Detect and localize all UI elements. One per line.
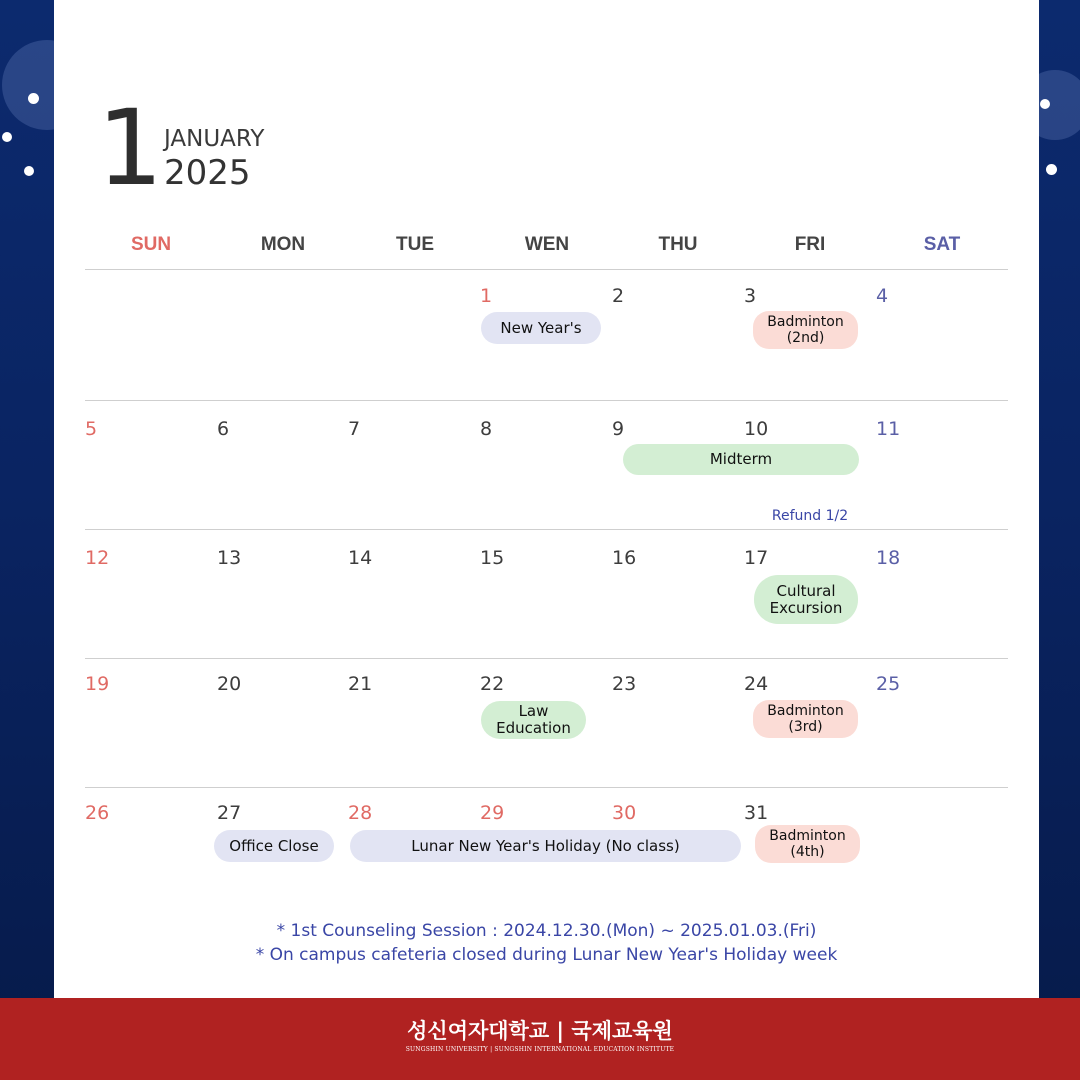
day-24: 24 xyxy=(744,673,769,695)
day-29: 29 xyxy=(480,802,505,824)
day-26: 26 xyxy=(85,802,110,824)
row-divider xyxy=(85,269,1008,270)
row-divider xyxy=(85,529,1008,530)
event-lunar-new-year-holiday[interactable]: Lunar New Year's Holiday (No class) xyxy=(350,830,741,862)
weekday-thu: THU xyxy=(658,234,698,255)
university-logo-english: SUNGSHIN UNIVERSITY | SUNGSHIN INTERNATIONAL EDUCATION INSTITUTE xyxy=(405,1046,675,1053)
event-badminton-4th[interactable]: Badminton (4th) xyxy=(755,825,860,863)
weekday-mon: MON xyxy=(260,234,306,255)
row-divider xyxy=(85,658,1008,659)
weekday-tue: TUE xyxy=(396,234,434,255)
event-office-close[interactable]: Office Close xyxy=(214,830,334,862)
day-6: 6 xyxy=(217,418,230,440)
day-12: 12 xyxy=(85,547,110,569)
day-18: 18 xyxy=(876,547,901,569)
event-badminton-2nd[interactable]: Badminton (2nd) xyxy=(753,311,858,349)
weekday-fri: FRI xyxy=(794,234,826,255)
weekday-sun: SUN xyxy=(130,234,172,255)
day-4: 4 xyxy=(876,285,889,307)
bokeh-light xyxy=(2,132,12,142)
bokeh-light xyxy=(1046,164,1057,175)
day-21: 21 xyxy=(348,673,373,695)
bokeh-light xyxy=(1040,99,1050,109)
university-logo-korean: 성신여자대학교 | 국제교육원 xyxy=(407,1019,673,1043)
day-14: 14 xyxy=(348,547,373,569)
day-2: 2 xyxy=(612,285,625,307)
day-20: 20 xyxy=(217,673,242,695)
bokeh-light xyxy=(28,93,39,104)
bokeh-light xyxy=(24,166,34,176)
day-28: 28 xyxy=(348,802,373,824)
day-13: 13 xyxy=(217,547,242,569)
event-cultural-excursion[interactable]: Cultural Excursion xyxy=(754,575,858,624)
note-cafeteria: * On campus cafeteria closed during Lunar New Year's Holiday week xyxy=(255,945,838,965)
refund-note: Refund 1/2 xyxy=(771,508,849,524)
day-31: 31 xyxy=(744,802,769,824)
day-9: 9 xyxy=(612,418,625,440)
day-19: 19 xyxy=(85,673,110,695)
event-new-years[interactable]: New Year's xyxy=(481,312,601,344)
day-16: 16 xyxy=(612,547,637,569)
day-22: 22 xyxy=(480,673,505,695)
event-law-education[interactable]: Law Education xyxy=(481,701,586,739)
row-divider xyxy=(85,400,1008,401)
day-5: 5 xyxy=(85,418,98,440)
day-15: 15 xyxy=(480,547,505,569)
weekday-sat: SAT xyxy=(923,234,961,255)
month-number: 1 xyxy=(97,87,160,209)
event-midterm[interactable]: Midterm xyxy=(623,444,859,475)
day-3: 3 xyxy=(744,285,757,307)
day-8: 8 xyxy=(480,418,493,440)
event-badminton-3rd[interactable]: Badminton (3rd) xyxy=(753,700,858,738)
day-1: 1 xyxy=(480,285,493,307)
day-25: 25 xyxy=(876,673,901,695)
weekday-wed: WEN xyxy=(524,234,570,255)
day-23: 23 xyxy=(612,673,637,695)
day-7: 7 xyxy=(348,418,361,440)
footer-bar xyxy=(0,998,1080,1080)
year: 2025 xyxy=(164,153,251,193)
day-10: 10 xyxy=(744,418,769,440)
note-counseling: * 1st Counseling Session : 2024.12.30.(Mon) ~ 2025.01.03.(Fri) xyxy=(276,921,817,941)
day-27: 27 xyxy=(217,802,242,824)
day-30: 30 xyxy=(612,802,637,824)
day-11: 11 xyxy=(876,418,901,440)
month-name: JANUARY xyxy=(164,126,265,152)
row-divider xyxy=(85,787,1008,788)
day-17: 17 xyxy=(744,547,769,569)
